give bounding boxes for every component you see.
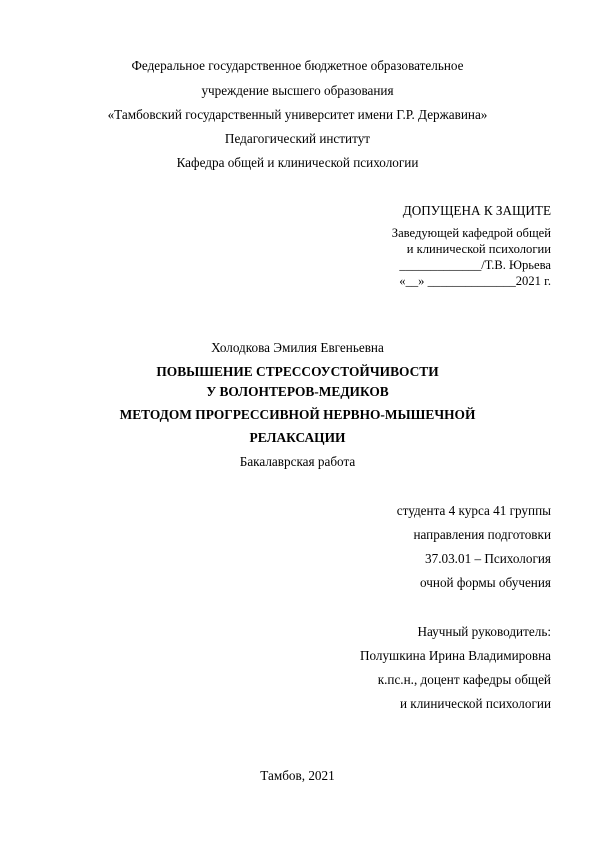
- header-institute: Педагогический институт: [224, 131, 371, 146]
- student-line-1: студента 4 курса 41 группы: [396, 503, 551, 518]
- approval-line-1: Заведующей кафедрой общей: [391, 226, 551, 240]
- title-line-1: ПОВЫШЕНИЕ СТРЕССОУСТОЙЧИВОСТИ: [156, 364, 439, 379]
- student-line-3: 37.03.01 – Психология: [425, 551, 551, 566]
- supervisor-position-2: и клинической психологии: [399, 696, 551, 711]
- footer-city-year: Тамбов, 2021: [260, 768, 335, 783]
- title-line-3: МЕТОДОМ ПРОГРЕССИВНОЙ НЕРВНО-МЫШЕЧНОЙ: [119, 407, 476, 422]
- approval-date: «__» ______________2021 г.: [399, 274, 551, 288]
- header-line-2: учреждение высшего образования: [201, 83, 394, 98]
- header-department: Кафедра общей и клинической психологии: [176, 155, 419, 170]
- supervisor-name: Полушкина Ирина Владимировна: [359, 648, 551, 663]
- student-line-2: направления подготовки: [413, 527, 551, 542]
- header-university: «Тамбовский государственный университет имени Г.Р. Державина»: [107, 107, 488, 122]
- student-line-4: очной формы обучения: [420, 575, 551, 590]
- title-line-4: РЕЛАКСАЦИИ: [249, 430, 346, 445]
- title-line-2: У ВОЛОНТЕРОВ-МЕДИКОВ: [206, 384, 389, 399]
- approval-title: ДОПУЩЕНА К ЗАЩИТЕ: [402, 203, 551, 218]
- header-line-1: Федеральное государственное бюджетное образовательное: [131, 58, 464, 73]
- work-type: Бакалаврская работа: [239, 454, 356, 469]
- author-name: Холодкова Эмилия Евгеньевна: [211, 340, 384, 355]
- approval-signature: _____________/Т.В. Юрьева: [399, 258, 551, 272]
- approval-line-2: и клинической психологии: [406, 242, 551, 256]
- supervisor-label: Научный руководитель:: [417, 624, 551, 639]
- supervisor-position-1: к.пс.н., доцент кафедры общей: [377, 672, 551, 687]
